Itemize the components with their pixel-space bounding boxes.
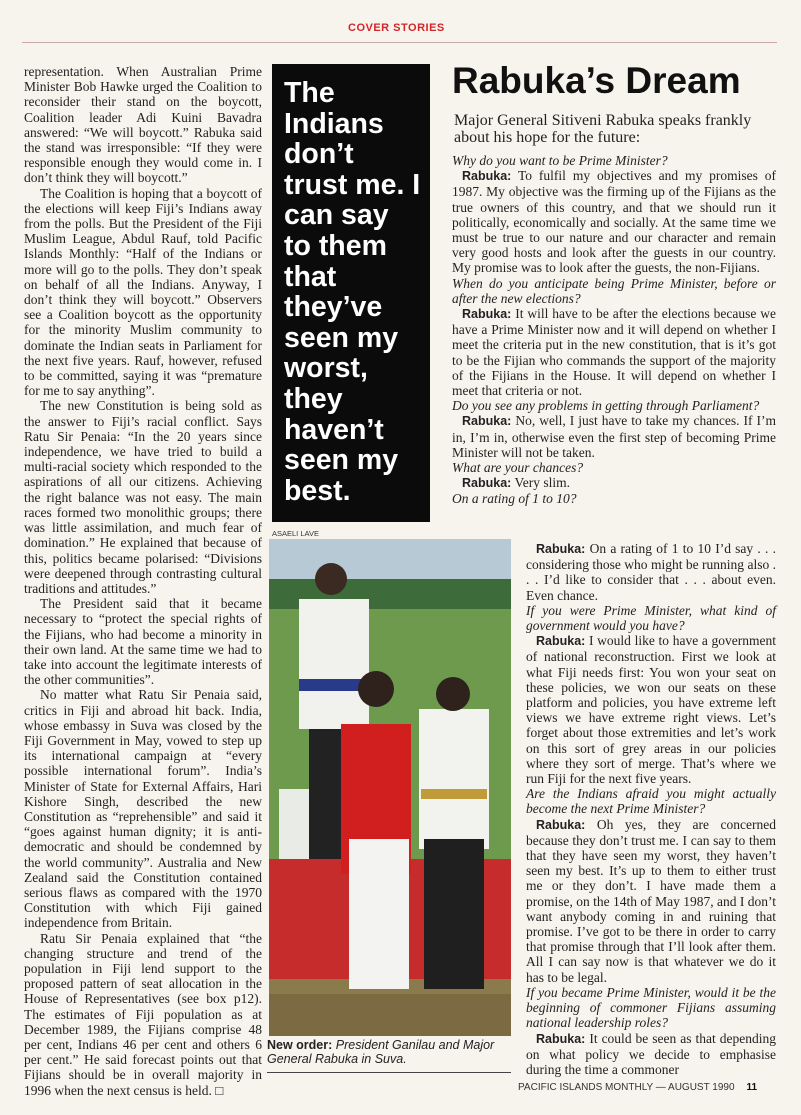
interview-column-top	[452, 153, 776, 507]
interview-question: On a rating of 1 to 10?	[452, 491, 577, 507]
left-column	[24, 64, 262, 1098]
caption-text: President Ganilau and Major General Rabuka in Suva.	[267, 1038, 495, 1066]
caption-lead: New order:	[267, 1038, 333, 1052]
interview-answer	[452, 413, 776, 460]
cover-photo	[269, 539, 511, 1036]
interview-answer	[526, 817, 776, 985]
header-rule	[22, 42, 777, 43]
speaker-label: Rabuka:	[462, 307, 512, 322]
article-standfirst: Major General Sitiveni Rabuka speaks frankly about his hope for the future:	[454, 112, 752, 146]
interview-question: When do you anticipate being Prime Minister, before or after the new elections?	[452, 275, 776, 306]
photo-caption	[267, 1038, 512, 1066]
body-paragraph: No matter what Ratu Sir Penaia said, critics in Fiji and abroad hit back. India, whose embassy in Suva was closed by the Fiji Government in May, vowed to step up its international campaign at “every possible international forum”. India’s Minister of State for External Affairs, Hari Kishore Singh, described the new Constitution as “reprehensible” and said it “goes against human dignity; it is anti-democratic and should be condemned by the world community”. Australia and New Zealand said the Constitution contained serious flaws as compared with the 1970 Constitution with which Fiji gained independence from Britain.	[24, 687, 262, 931]
photo-illustration	[269, 539, 511, 1036]
answer-text: To fulfil my objectives and my promises of 1987. My objective was the firming up of the Fijians as the true owners of this country, and that we should run it politically, economically and socially. At the same time we must be true to our nature and our character and remain very good hosts and look after the guests in our country. My promise was to look after the guests, the non-Fijians.	[452, 168, 776, 276]
interview-answer	[526, 541, 776, 603]
interview-question: Are the Indians afraid you might actually become the next Prime Minister?	[526, 786, 776, 817]
interview-question: Do you see any problems in getting through Parliament?	[452, 398, 760, 414]
interview-answer	[452, 475, 776, 491]
publication-line: PACIFIC ISLANDS MONTHLY — AUGUST 1990	[518, 1082, 735, 1093]
answer-text: Oh yes, they are concerned because they don’t trust me. I can say to them that they have seen my worst, they haven’t seen my best. It’s up to them to either trust me or they don’t. I have made them a promise, on the 14th of May 1987, and I don’t want anybody coming in and ruining that promise. I’ve got to be there in order to carry that promise through that I’ll look after them. All I can say now is that whatever we do it has to be legal.	[526, 816, 777, 985]
article-title: Rabuka’s Dream	[452, 60, 741, 101]
body-paragraph: Ratu Sir Penaia explained that “the changing structure and trend of the population in Fiji lend support to the proposed pattern of seat allocation in the House of Representatives (see box p12). The estimates of Fiji population as at December 1989, the Fijians comprise 48 per cent, Indians 46 per cent and others 6 per cent.” He said forecast points out that Fijians should be in overall majority in 1996 when the next census is held. □	[24, 930, 262, 1098]
speaker-label: Rabuka:	[536, 634, 586, 649]
answer-text: It could be seen as that depending on what policy we decide to emphasise during the time a commoner	[526, 1030, 776, 1077]
pull-quote-box	[272, 64, 430, 522]
answer-text: Very slim.	[514, 475, 570, 491]
body-paragraph: The Coalition is hoping that a boycott of the elections will keep Fiji’s Indians away from the polls. But the President of the Fiji Muslim League, Abdul Rauf, told Pacific Islands Monthly: “Half of the Indians or more will go to the polls. They don’t speak on behalf of all the Indians. Anyway, I don’t think they will boycott.” Observers see a Coalition boycott as the opportunity for the minority Muslim community to dominate the Indian seats in Parliament for the next five years. Rauf, however, refused to be committed, saying it was “premature for me to say anything”.	[24, 185, 262, 399]
interview-question: What are your chances?	[452, 460, 584, 476]
interview-answer	[526, 1031, 776, 1078]
body-paragraph: The President said that it became necessary to “protect the special rights of the Fijians, who had become a minority in their own land. At the same time we had to take into account the legitimate interests of the other communities”.	[24, 596, 262, 688]
interview-column-bottom	[526, 541, 776, 1077]
interview-answer	[452, 306, 776, 398]
interview-question: If you became Prime Minister, would it be the beginning of commoner Fijians assuming national leadership roles?	[526, 984, 776, 1031]
page-header	[0, 0, 801, 46]
answer-text: I would like to have a government of national reconstruction. First we look at what Fiji needs first: You won your seat on these policies, we won our seats on these platform and policies, you have extreme left views we have extreme right views. Let’s forget about those extremities and let’s work on this sort of grey areas in our policies where they sort of merge. That’s where we run Fiji for the next five years.	[526, 633, 777, 787]
speaker-label: Rabuka:	[536, 1031, 586, 1046]
speaker-label: Rabuka:	[462, 414, 512, 429]
body-paragraph: representation. When Australian Prime Minister Bob Hawke urged the Coalition to reconsider their stand on the boycott, Coalition leader Adi Kuini Bavadra answered: “We will boycott.” Rabuka said the stand was irresponsible: “If they were responsible enough they would come in. I don’t think they will boycott.”	[24, 64, 262, 186]
speaker-label: Rabuka:	[536, 817, 586, 832]
answer-text: On a rating of 1 to 10 I’d say . . . considering those who might be running also . . . I’d like to consider that . . . about even. Even chance.	[526, 541, 777, 603]
speaker-label: Rabuka:	[462, 169, 512, 184]
interview-answer	[452, 168, 776, 275]
photo-credit: ASAELI LAVE	[272, 529, 319, 538]
body-paragraph: The new Constitution is being sold as the answer to Fiji’s racial conflict. Says Ratu Sir Penaia: “In the 20 years since independence, we have tried to build a multi-racial society which responded to the aspirations of all our citizens. Achieving the right balance was not easy. The main races formed two monolithic groups; there was little assimilation, and much fear of domination.” He explained that because of this, politics became polarised: “Divisions were deepened through contrasting cultural traditions and attitudes.”	[24, 398, 262, 596]
page-number: 11	[746, 1082, 758, 1093]
answer-text: It will have to be after the elections because we have a Prime Minister now and it will depend on whether I meet the criteria put in the new constitution, that is it’s got to be the Fijian who commands the support of the majority of the Fijians in the House. It will depend on whether I meet that criteria or not.	[452, 306, 776, 399]
interview-answer	[526, 633, 776, 786]
interview-question: Why do you want to be Prime Minister?	[452, 153, 668, 168]
page-footer	[518, 1082, 757, 1093]
speaker-label: Rabuka:	[536, 542, 586, 556]
interview-question: If you were Prime Minister, what kind of government would you have?	[526, 602, 776, 634]
answer-text: No, well, I just have to take my chances. If I’m in, I’m in, otherwise even the first step of becoming Prime Minister will not be taken.	[452, 413, 777, 460]
caption-rule	[267, 1072, 511, 1073]
speaker-label: Rabuka:	[462, 476, 512, 491]
section-label: COVER STORIES	[348, 22, 445, 34]
pull-quote: The Indians don’t trust me. I can say to them that they’ve seen my worst, they haven’t seen my best.	[284, 77, 421, 507]
